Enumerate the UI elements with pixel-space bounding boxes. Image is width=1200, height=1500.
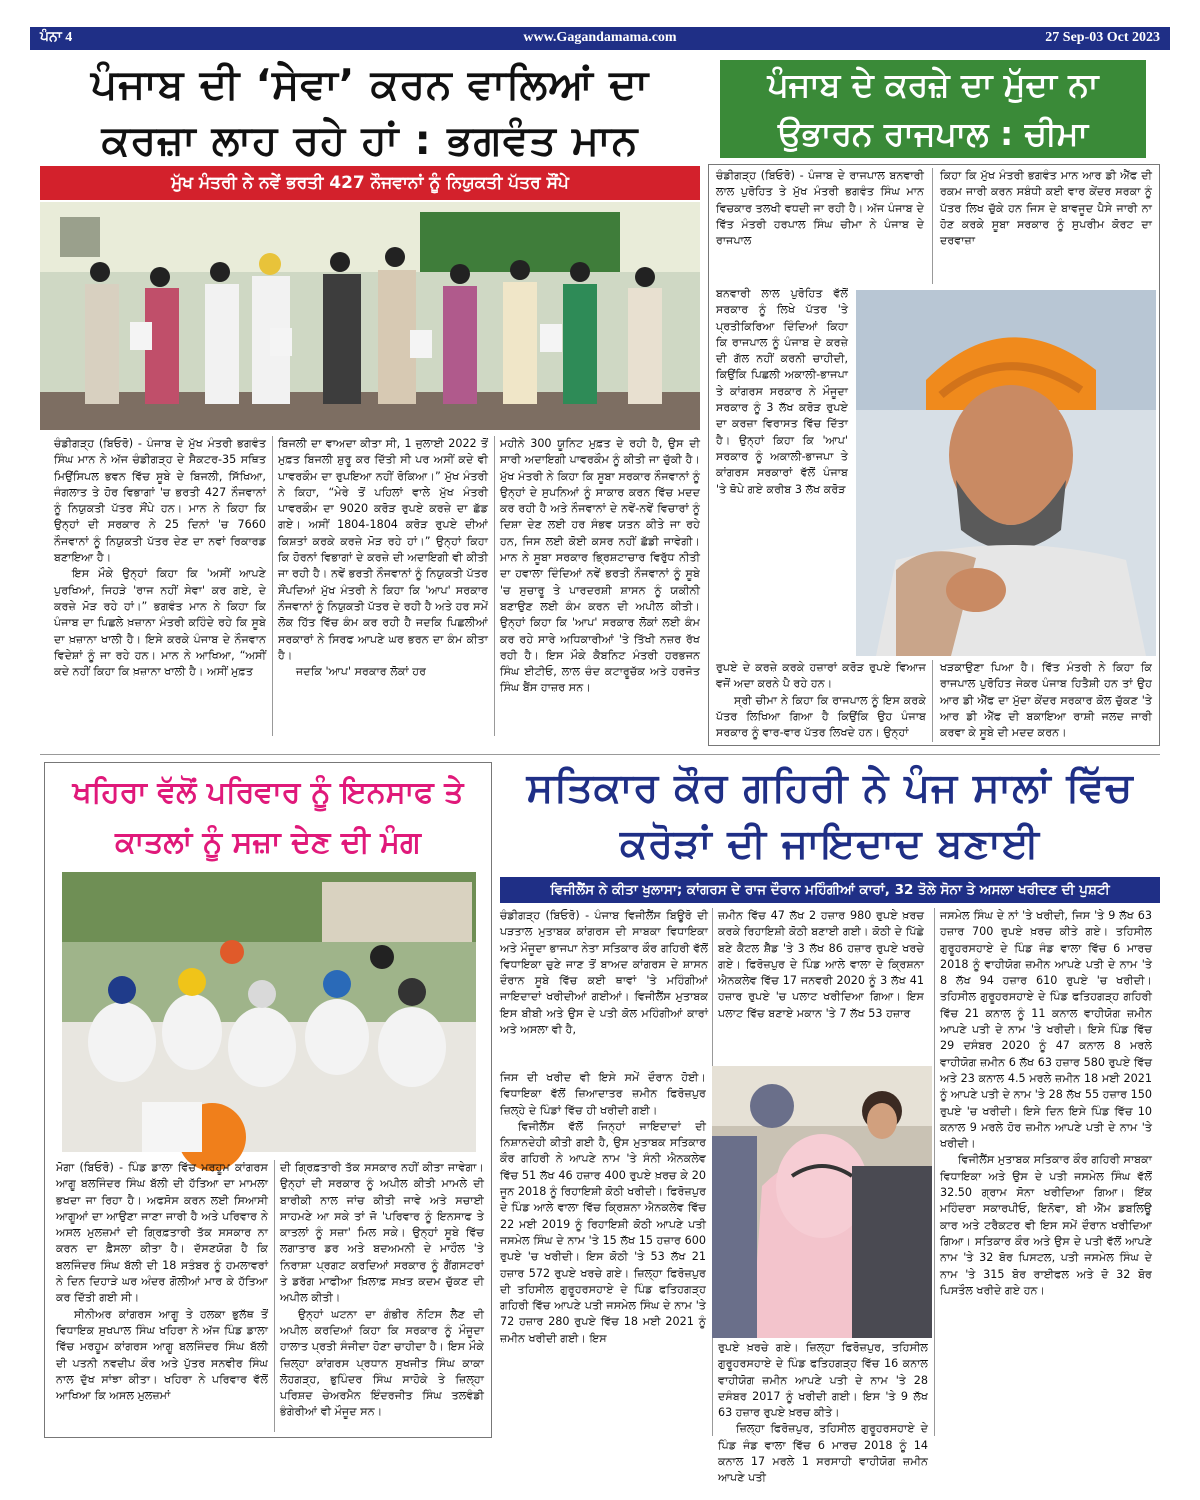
story2-column-1-bottom: [716, 660, 926, 742]
story4-column-1-bottom: [500, 1070, 706, 1436]
paragraph: ਵਿਜੀਲੈਂਸ ਮੁਤਾਬਕ ਸਤਿਕਾਰ ਕੌਰ ਗਹਿਰੀ ਸਾਬਕਾ ਵਿਧਾਇਕਾ ਅਤੇ ਉਸ ਦੇ ਪਤੀ ਜਸਮੇਲ ਸਿੰਘ ਵੱਲੋਂ 32.50 ਗ੍ਰਾਮ ਸੋਨਾ ਖਰੀਦਿਆ ਗਿਆ। ਇੱਕ ਮਹਿੰਦਰਾ ਸਕਾਰਪੀਓ, ਇਨੋਵਾ, ਬੀ ਐੱਮ ਡਬਲਿਊ ਕਾਰ ਅਤੇ ਟਰੈਕਟਰ ਵੀ ਇਸ ਸਮੇਂ ਦੌਰਾਨ ਖਰੀਦਿਆ ਗਿਆ। ਸਤਿਕਾਰ ਕੌਰ ਅਤੇ ਉਸ ਦੇ ਪਤੀ ਵੱਲੋਂ ਆਪਣੇ ਨਾਮ 'ਤੇ 32 ਬੋਰ ਪਿਸਟਲ, ਪਤੀ ਜਸਮੇਲ ਸਿੰਘ ਦੇ ਨਾਮ 'ਤੇ 315 ਬੋਰ ਰਾਈਫਲ ਅਤੇ ਦੋ 32 ਬੋਰ ਪਿਸਤੌਲ ਖਰੀਦੇ ਗਏ ਹਨ।: [940, 1153, 1152, 1297]
paragraph: ਚੰਡੀਗੜ੍ਹ (ਬਿਓਰੋ) - ਪੰਜਾਬ ਵਿਜੀਲੈਂਸ ਬਿਊਰੋ ਦੀ ਪੜਤਾਲ ਮੁਤਾਬਕ ਕਾਂਗਰਸ ਦੀ ਸਾਬਕਾ ਵਿਧਾਇਕਾ ਅਤੇ ਮੌਜੂਦਾ ਭਾਜਪਾ ਨੇਤਾ ਸਤਿਕਾਰ ਕੌਰ ਗਹਿਰੀ ਵੱਲੋਂ ਵਿਧਾਇਕਾ ਚੁਣੇ ਜਾਣ ਤੋਂ ਬਾਅਦ ਕਾਂਗਰਸ ਦੇ ਸ਼ਾਸਨ ਦੌਰਾਨ ਸੂਬੇ ਵਿੱਚ ਕਈ ਥਾਵਾਂ 'ਤੇ ਮਹਿੰਗੀਆਂ ਜਾਇਦਾਦਾਂ ਖਰੀਦੀਆਂ ਗਈਆਂ। ਵਿਜੀਲੈਂਸ ਮੁਤਾਬਕ ਇਸ ਬੀਬੀ ਅਤੇ ਉਸ ਦੇ ਪਤੀ ਕੋਲ ਮਹਿੰਗੀਆਂ ਕਾਰਾਂ ਅਤੇ ਅਸਲਾ ਵੀ ਹੈ,: [500, 909, 708, 1037]
story2-column-1-narrow: [716, 286, 848, 656]
issue-date: 27 Sep-03 Oct 2023: [1045, 30, 1160, 45]
paragraph: ਰੁਪਏ ਦੇ ਕਰਜ਼ੇ ਕਰਕੇ ਹਜ਼ਾਰਾਂ ਕਰੋੜ ਰੁਪਏ ਵਿਆਜ ਵਜੋਂ ਅਦਾ ਕਰਨੇ ਪੈ ਰਹੇ ਹਨ।: [716, 661, 926, 691]
story1-column-3: [500, 436, 700, 736]
paragraph: ਕਿਹਾ ਕਿ ਮੁੱਖ ਮੰਤਰੀ ਭਗਵੰਤ ਮਾਨ ਆਰ ਡੀ ਐੱਫ ਦੀ ਰਕਮ ਜਾਰੀ ਕਰਨ ਸਬੰਧੀ ਕਈ ਵਾਰ ਕੇਂਦਰ ਸਰਕਾ ਨੂੰ ਪੱਤਰ ਲਿਖ ਚੁੱਕੇ ਹਨ ਜਿਸ ਦੇ ਬਾਵਜੂਦ ਪੈਸੇ ਜਾਰੀ ਨਾ ਹੋਣ ਕਰਕੇ ਸੂਬਾ ਸਰਕਾਰ ਨੂੰ ਸੁਪਰੀਮ ਕੋਰਟ ਦਾ ਦਰਵਾਜ਼ਾ: [940, 169, 1152, 248]
story4-subheadline: ਵਿਜੀਲੈਂਸ ਨੇ ਕੀਤਾ ਖੁਲਾਸਾ; ਕਾਂਗਰਸ ਦੇ ਰਾਜ ਦੌਰਾਨ ਮਹਿੰਗੀਆਂ ਕਾਰਾਂ, 32 ਤੋਲੇ ਸੋਨਾ ਤੇ ਅਸਲਾ ਖਰੀਦਣ ਦੀ ਪੁਸ਼ਟੀ: [500, 877, 1160, 903]
section-divider: [40, 754, 1160, 755]
paragraph: ਸੀਨੀਅਰ ਕਾਂਗਰਸ ਆਗੂ ਤੇ ਹਲਕਾ ਭੁਲੱਥ ਤੋਂ ਵਿਧਾਇਕ ਸੁਖਪਾਲ ਸਿੰਘ ਖਹਿਰਾ ਨੇ ਅੱਜ ਪਿੰਡ ਡਾਲਾ ਵਿੱਚ ਮਰਹੂਮ ਕਾਂਗਰਸ ਆਗੂ ਬਲਜਿੰਦਰ ਸਿੰਘ ਬੱਲੀ ਦੀ ਪਤਨੀ ਨਵਦੀਪ ਕੌਰ ਅਤੇ ਪੁੱਤਰ ਸਨਵੀਰ ਸਿੰਘ ਨਾਲ ਦੁੱਖ ਸਾਂਝਾ ਕੀਤਾ। ਖਹਿਰਾ ਨੇ ਪਰਿਵਾਰ ਵੱਲੋਂ ਆਖਿਆ ਕਿ ਅਸਲ ਮੁਲਜ਼ਮਾਂ: [56, 1307, 268, 1403]
paragraph: ਰੁਪਏ ਖ਼ਰਚੇ ਗਏ। ਜ਼ਿਲ੍ਹਾ ਫਿਰੋਜ਼ਪੁਰ, ਤਹਿਸੀਲ ਗੁਰੂਹਰਸਹਾਏ ਦੇ ਪਿੰਡ ਫਤਿਹਗੜ੍ਹ ਵਿੱਚ 16 ਕਨਾਲ ਵਾਹੀਯੋਗ ਜ਼ਮੀਨ ਆਪਣੇ ਪਤੀ ਦੇ ਨਾਮ 'ਤੇ 28 ਦਸੰਬਰ 2017 ਨੂੰ ਖਰੀਦੀ ਗਈ। ਇਸ 'ਤੇ 9 ਲੱਖ 63 ਹਜ਼ਾਰ ਰੁਪਏ ਖ਼ਰਚ ਕੀਤੇ।: [718, 1341, 928, 1420]
paragraph: ਵਿਜੀਲੈਂਸ ਵੱਲੋਂ ਜਿਨ੍ਹਾਂ ਜਾਇਦਾਦਾਂ ਦੀ ਨਿਸ਼ਾਨਦੇਹੀ ਕੀਤੀ ਗਈ ਹੈ, ਉਸ ਮੁਤਾਬਕ ਸਤਿਕਾਰ ਕੌਰ ਗਹਿਰੀ ਨੇ ਆਪਣੇ ਨਾਮ 'ਤੇ ਸੰਨੀ ਐਨਕਲੇਵ ਵਿੱਚ 51 ਲੱਖ 46 ਹਜ਼ਾਰ 400 ਰੁਪਏ ਖ਼ਰਚ ਕੇ 20 ਜੂਨ 2018 ਨੂੰ ਰਿਹਾਇਸ਼ੀ ਕੋਠੀ ਖਰੀਦੀ। ਫਿਰੋਜ਼ਪੁਰ ਦੇ ਪਿੰਡ ਆਲੇ ਵਾਲਾ ਵਿੱਚ ਕ੍ਰਿਸ਼ਨਾ ਐਨਕਲੇਵ ਵਿੱਚ 22 ਮਈ 2019 ਨੂੰ ਰਿਹਾਇਸ਼ੀ ਕੋਠੀ ਆਪਣੇ ਪਤੀ ਜਸਮੇਲ ਸਿੰਘ ਦੇ ਨਾਮ 'ਤੇ 15 ਲੱਖ 15 ਹਜ਼ਾਰ 600 ਰੁਪਏ 'ਚ ਖਰੀਦੀ। ਇਸ ਕੋਠੀ 'ਤੇ 53 ਲੱਖ 21 ਹਜ਼ਾਰ 572 ਰੁਪਏ ਖਰਚੇ ਗਏ। ਜ਼ਿਲ੍ਹਾ ਫਿਰੋਜ਼ਪੁਰ ਦੀ ਤਹਿਸੀਲ ਗੁਰੂਹਰਸਹਾਏ ਦੇ ਪਿੰਡ ਫਤਿਹਗੜ੍ਹ ਗਹਿਰੀ ਵਿੱਚ ਆਪਣੇ ਪਤੀ ਜਸਮੇਲ ਸਿੰਘ ਦੇ ਨਾਮ 'ਤੇ 72 ਹਜ਼ਾਰ 280 ਰੁਪਏ ਵਿੱਚ 18 ਮਈ 2021 ਨੂੰ ਜ਼ਮੀਨ ਖਰੀਦੀ ਗਈ। ਇਸ: [500, 1119, 706, 1345]
story4-headline: ਸਤਿਕਾਰ ਕੌਰ ਗਹਿਰੀ ਨੇ ਪੰਜ ਸਾਲਾਂ ਵਿੱਚ ਕਰੋੜਾਂ ਦੀ ਜਾਇਦਾਦ ਬਣਾਈ: [526, 765, 1134, 867]
paragraph: ਦੀ ਗ੍ਰਿਫ਼ਤਾਰੀ ਤੱਕ ਸਸਕਾਰ ਨਹੀਂ ਕੀਤਾ ਜਾਵੇਗਾ। ਉਨ੍ਹਾਂ ਦੀ ਸਰਕਾਰ ਨੂੰ ਅਪੀਲ ਕੀਤੀ ਮਾਮਲੇ ਦੀ ਬਾਰੀਕੀ ਨਾਲ ਜਾਂਚ ਕੀਤੀ ਜਾਵੇ ਅਤੇ ਸਚਾਈ ਸਾਹਮਣੇ ਆ ਸਕੇ ਤਾਂ ਜੋ 'ਪਰਿਵਾਰ ਨੂੰ ਇਨਸਾਫ ਤੇ ਕਾਤਲਾਂ ਨੂੰ ਸਜ਼ਾ' ਮਿਲ ਸਕੇ। ਉਨ੍ਹਾਂ ਸੂਬੇ ਵਿੱਚ ਲਗਾਤਾਰ ਡਰ ਅਤੇ ਬਦਅਮਨੀ ਦੇ ਮਾਹੌਲ 'ਤੇ ਨਿਰਾਸ਼ਾ ਪ੍ਰਗਟ ਕਰਦਿਆਂ ਸਰਕਾਰ ਨੂੰ ਗੈਂਗਸਟਰਾਂ ਤੇ ਡਰੱਗ ਮਾਫੀਆ ਖ਼ਿਲਾਫ਼ ਸਖ਼ਤ ਕਦਮ ਚੁੱਕਣ ਦੀ ਅਪੀਲ ਕੀਤੀ।: [280, 1161, 484, 1305]
masthead-bar: [30, 27, 1170, 50]
story4-column-2-top: [718, 908, 924, 1068]
story2-column-2-bottom: [940, 660, 1152, 742]
paragraph: ਜ਼ਮੀਨ ਵਿੱਚ 47 ਲੱਖ 2 ਹਜ਼ਾਰ 980 ਰੁਪਏ ਖ਼ਰਚ ਕਰਕੇ ਰਿਹਾਇਸ਼ੀ ਕੋਠੀ ਬਣਾਈ ਗਈ। ਕੋਠੀ ਦੇ ਪਿੱਛੇ ਬਣੇ ਕੈਟਲ ਸ਼ੈੱਡ 'ਤੇ 3 ਲੱਖ 86 ਹਜ਼ਾਰ ਰੁਪਏ ਖਰਚੇ ਗਏ। ਫਿਰੋਜ਼ਪੁਰ ਦੇ ਪਿੰਡ ਆਲੇ ਵਾਲਾ ਦੇ ਕ੍ਰਿਸ਼ਨਾ ਐਨਕਲੇਵ ਵਿੱਚ 17 ਜਨਵਰੀ 2020 ਨੂੰ 3 ਲੱਖ 41 ਹਜ਼ਾਰ ਰੁਪਏ 'ਚ ਪਲਾਟ ਖਰੀਦਿਆ ਗਿਆ। ਇਸ ਪਲਾਟ ਵਿੱਚ ਬਣਾਏ ਮਕਾਨ 'ਤੇ 7 ਲੱਖ 53 ਹਜ਼ਾਰ: [718, 909, 924, 1020]
paragraph: ਜਸਮੇਲ ਸਿੰਘ ਦੇ ਨਾਂ 'ਤੇ ਖਰੀਦੀ, ਜਿਸ 'ਤੇ 9 ਲੱਖ 63 ਹਜ਼ਾਰ 700 ਰੁਪਏ ਖ਼ਰਚ ਕੀਤੇ ਗਏ। ਤਹਿਸੀਲ ਗੁਰੂਹਰਸਹਾਏ ਦੇ ਪਿੰਡ ਜੰਡ ਵਾਲਾ ਵਿੱਚ 6 ਮਾਰਚ 2018 ਨੂੰ ਵਾਹੀਯੋਗ ਜ਼ਮੀਨ ਆਪਣੇ ਪਤੀ ਦੇ ਨਾਮ 'ਤੇ 8 ਲੱਖ 94 ਹਜ਼ਾਰ 610 ਰੁਪਏ 'ਚ ਖਰੀਦੀ। ਤਹਿਸੀਲ ਗੁਰੂਹਰਸਹਾਏ ਦੇ ਪਿੰਡ ਫਤਿਹਗੜ੍ਹ ਗਹਿਰੀ ਵਿੱਚ 21 ਕਨਾਲ ਨੂੰ 11 ਕਨਾਲ ਵਾਹੀਯੋਗ ਜ਼ਮੀਨ ਆਪਣੇ ਪਤੀ ਦੇ ਨਾਮ 'ਤੇ ਖਰੀਦੀ। ਇਸੇ ਪਿੰਡ ਵਿੱਚ 29 ਦਸੰਬਰ 2020 ਨੂੰ 47 ਕਨਾਲ 8 ਮਰਲੇ ਵਾਹੀਯੋਗ ਜ਼ਮੀਨ 6 ਲੱਖ 63 ਹਜ਼ਾਰ 580 ਰੁਪਏ ਵਿੱਚ ਅਤੇ 23 ਕਨਾਲ 4.5 ਮਰਲੇ ਜ਼ਮੀਨ 18 ਮਈ 2021 ਨੂੰ ਆਪਣੇ ਪਤੀ ਦੇ ਨਾਮ 'ਤੇ 28 ਲੱਖ 55 ਹਜ਼ਾਰ 150 ਰੁਪਏ 'ਚ ਖਰੀਦੀ। ਇਸੇ ਦਿਨ ਇਸੇ ਪਿੰਡ ਵਿੱਚ 10 ਕਨਾਲ 9 ਮਰਲੇ ਹੋਰ ਜ਼ਮੀਨ ਆਪਣੇ ਪਤੀ ਦੇ ਨਾਮ 'ਤੇ ਖਰੀਦੀ।: [940, 909, 1152, 1151]
page-number: ਪੰਨਾ 4: [40, 30, 73, 45]
story2-column-1-top: [716, 168, 924, 284]
paragraph: ਬਨਵਾਰੀ ਲਾਲ ਪੁਰੋਹਿਤ ਵੱਲੋਂ ਸਰਕਾਰ ਨੂੰ ਲਿਖੇ ਪੱਤਰ 'ਤੇ ਪ੍ਰਤੀਕਿਰਿਆ ਦਿੰਦਿਆਂ ਕਿਹਾ ਕਿ ਰਾਜਪਾਲ ਨੂੰ ਪੰਜਾਬ ਦੇ ਕਰਜ਼ੇ ਦੀ ਗੱਲ ਨਹੀਂ ਕਰਨੀ ਚਾਹੀਦੀ, ਕਿਉਂਕਿ ਪਿਛਲੀ ਅਕਾਲੀ-ਭਾਜਪਾ ਤੇ ਕਾਂਗਰਸ ਸਰਕਾਰ ਨੇ ਮੌਜੂਦਾ ਸਰਕਾਰ ਨੂੰ 3 ਲੱਖ ਕਰੋੜ ਰੁਪਏ ਦਾ ਕਰਜ਼ਾ ਵਿਰਾਸਤ ਵਿੱਚ ਦਿੱਤਾ ਹੈ। ਉਨ੍ਹਾਂ ਕਿਹਾ ਕਿ 'ਆਪ' ਸਰਕਾਰ ਨੂੰ ਅਕਾਲੀ-ਭਾਜਪਾ ਤੇ ਕਾਂਗਰਸ ਸਰਕਾਰਾਂ ਵੱਲੋਂ ਪੰਜਾਬ 'ਤੇ ਥੋਪੇ ਗਏ ਕਰੀਬ 3 ਲੱਖ ਕਰੋੜ: [716, 287, 848, 496]
story1-subheadline: ਮੁੱਖ ਮੰਤਰੀ ਨੇ ਨਵੇਂ ਭਰਤੀ 427 ਨੌਜਵਾਨਾਂ ਨੂੰ ਨਿਯੁਕਤੀ ਪੱਤਰ ਸੌਂਪੇ: [40, 166, 700, 200]
story3-column-2: [280, 1160, 484, 1432]
paragraph: ਜਦਕਿ 'ਆਪ' ਸਰਕਾਰ ਲੋਕਾਂ ਹਰ: [296, 665, 427, 679]
column-rule: [934, 908, 935, 1436]
paragraph: ਉਨ੍ਹਾਂ ਘਟਨਾ ਦਾ ਗੰਭੀਰ ਨੋਟਿਸ ਲੈਣ ਦੀ ਅਪੀਲ ਕਰਦਿਆਂ ਕਿਹਾ ਕਿ ਸਰਕਾਰ ਨੂੰ ਮੌਜੂਦਾ ਹਾਲਾਤ ਪ੍ਰਤੀ ਸੰਜੀਦਾ ਹੋਣਾ ਚਾਹੀਦਾ ਹੈ। ਇਸ ਮੌਕੇ ਜ਼ਿਲ੍ਹਾ ਕਾਂਗਰਸ ਪ੍ਰਧਾਨ ਸੁਖਜੀਤ ਸਿੰਘ ਕਾਕਾ ਲੋਹਗੜ੍ਹ, ਭੁਪਿੰਦਰ ਸਿੰਘ ਸਾਹੋਕੇ ਤੇ ਜ਼ਿਲ੍ਹਾ ਪਰਿਸ਼ਦ ਚੇਅਰਮੈਨ ਇੰਦਰਜੀਤ ਸਿੰਘ ਤਲਵੰਡੀ ਭੰਗੇਰੀਆਂ ਵੀ ਮੌਜੂਦ ਸਨ।: [280, 1307, 484, 1419]
story2-column-2-top: [940, 168, 1152, 284]
story1-headline: ਪੰਜਾਬ ਦੀ ‘ਸੇਵਾ’ ਕਰਨ ਵਾਲਿਆਂ ਦਾ ਕਰਜ਼ਾ ਲਾਹ ਰਹੇ ਹਾਂ : ਭਗਵੰਤ ਮਾਨ: [90, 60, 650, 164]
paragraph: ਇਸ ਮੌਕੇ ਉਨ੍ਹਾਂ ਕਿਹਾ ਕਿ 'ਅਸੀਂ ਆਪਣੇ ਪੁਰਖਿਆਂ, ਜਿਹੜੇ 'ਰਾਜ ਨਹੀਂ ਸੇਵਾ' ਕਰ ਗਏ, ਦੇ ਕਰਜ਼ੇ ਮੋੜ ਰਹੇ ਹਾਂ।” ਭਗਵੰਤ ਮਾਨ ਨੇ ਕਿਹਾ ਕਿ ਪੰਜਾਬ ਦਾ ਪਿਛਲੇ ਖ਼ਜ਼ਾਨਾ ਮੰਤਰੀ ਕਹਿੰਦੇ ਰਹੇ ਕਿ ਸੂਬੇ ਦਾ ਖ਼ਜ਼ਾਨਾ ਖਾਲੀ ਹੈ। ਇਸੇ ਕਰਕੇ ਪੰਜਾਬ ਦੇ ਨੌਜਵਾਨ ਵਿਦੇਸ਼ਾਂ ਨੂੰ ਜਾ ਰਹੇ ਹਨ। ਮਾਨ ਨੇ ਆਖਿਆ, “ਅਸੀਂ ਕਦੇ ਨਹੀਂ ਕਿਹਾ ਕਿ ਖ਼ਜ਼ਾਨਾ ਖਾਲੀ ਹੈ। ਅਸੀਂ ਮੁਫ਼ਤ: [54, 567, 266, 679]
paragraph: ਚੰਡੀਗੜ੍ਹ (ਬਿਓਰੋ) - ਪੰਜਾਬ ਦੇ ਰਾਜਪਾਲ ਬਨਵਾਰੀ ਲਾਲ ਪੁਰੋਹਿਤ ਤੇ ਮੁੱਖ ਮੰਤਰੀ ਭਗਵੰਤ ਸਿੰਘ ਮਾਨ ਵਿਚਕਾਰ ਤਲਖੀ ਵਧਦੀ ਜਾ ਰਹੀ ਹੈ। ਅੱਜ ਪੰਜਾਬ ਦੇ ਵਿੱਤ ਮੰਤਰੀ ਹਰਪਾਲ ਸਿੰਘ ਚੀਮਾ ਨੇ ਪੰਜਾਬ ਦੇ ਰਾਜਪਾਲ: [716, 169, 924, 248]
paragraph: ਬਿਜਲੀ ਦਾ ਵਾਅਦਾ ਕੀਤਾ ਸੀ, 1 ਜੁਲਾਈ 2022 ਤੋਂ ਮੁਫ਼ਤ ਬਿਜਲੀ ਸ਼ੁਰੂ ਕਰ ਦਿੱਤੀ ਸੀ ਪਰ ਅਸੀਂ ਕਦੇ ਵੀ ਪਾਵਰਕੌਮ ਦਾ ਰੁਪਇਆ ਨਹੀਂ ਰੋਕਿਆ।” ਮੁੱਖ ਮੰਤਰੀ ਨੇ ਕਿਹਾ, “ਮੇਰੇ ਤੋਂ ਪਹਿਲਾਂ ਵਾਲੇ ਮੁੱਖ ਮੰਤਰੀ ਪਾਵਰਕੌਮ ਦਾ 9020 ਕਰੋੜ ਰੁਪਏ ਕਰਜ਼ੇ ਦਾ ਛੱਡ ਗਏ। ਅਸੀਂ 1804-1804 ਕਰੋੜ ਰੁਪਏ ਦੀਆਂ ਕਿਸ਼ਤਾਂ ਕਰਕੇ ਕਰਜ਼ੇ ਮੋੜ ਰਹੇ ਹਾਂ।” ਉਨ੍ਹਾਂ ਕਿਹਾ ਕਿ ਹੋਰਨਾਂ ਵਿਭਾਗਾਂ ਦੇ ਕਰਜ਼ੇ ਦੀ ਅਦਾਇਗੀ ਵੀ ਕੀਤੀ ਜਾ ਰਹੀ ਹੈ। ਨਵੇਂ ਭਰਤੀ ਨੌਜਵਾਨਾਂ ਨੂੰ ਨਿਯੁਕਤੀ ਪੱਤਰ ਸੌਂਪਦਿਆਂ ਮੁੱਖ ਮੰਤਰੀ ਨੇ ਕਿਹਾ ਕਿ 'ਆਪ' ਸਰਕਾਰ ਨੌਜਵਾਨਾਂ ਨੂੰ ਨਿਯੁਕਤੀ ਪੱਤਰ ਦੇ ਰਹੀ ਹੈ ਅਤੇ ਹਰ ਸਮੇਂ ਲੋਕ ਹਿੱਤ ਵਿੱਚ ਕੰਮ ਕਰ ਰਹੀ ਹੈ ਜਦਕਿ ਪਿਛਲੀਆਂ ਸਰਕਾਰਾਂ ਨੇ ਸਿਰਫ ਆਪਣੇ ਘਰ ਭਰਨ ਦਾ ਕੰਮ ਕੀਤਾ ਹੈ।: [278, 437, 488, 662]
story2-headline: ਪੰਜਾਬ ਦੇ ਕਰਜ਼ੇ ਦਾ ਮੁੱਦਾ ਨਾ ਉਭਾਰਨ ਰਾਜਪਾਲ : ਚੀਮਾ: [767, 65, 1099, 153]
story1-column-2: [278, 436, 488, 736]
story4-column-23-bottom: [718, 1340, 928, 1485]
story1-group-photo: [40, 202, 700, 430]
paragraph: ਮਹੀਨੇ 300 ਯੂਨਿਟ ਮੁਫ਼ਤ ਦੇ ਰਹੀ ਹੈ, ਉਸ ਦੀ ਸਾਰੀ ਅਦਾਇਗੀ ਪਾਵਰਕੌਮ ਨੂੰ ਕੀਤੀ ਜਾ ਚੁੱਕੀ ਹੈ। ਮੁੱਖ ਮੰਤਰੀ ਨੇ ਕਿਹਾ ਕਿ ਸੂਬਾ ਸਰਕਾਰ ਨੌਜਵਾਨਾਂ ਨੂੰ ਉਨ੍ਹਾਂ ਦੇ ਸੁਪਨਿਆਂ ਨੂੰ ਸਾਕਾਰ ਕਰਨ ਵਿੱਚ ਮਦਦ ਕਰ ਰਹੀ ਹੈ ਅਤੇ ਨੌਜਵਾਨਾਂ ਦੇ ਨਵੇਂ-ਨਵੇਂ ਵਿਚਾਰਾਂ ਨੂੰ ਦਿਸ਼ਾ ਦੇਣ ਲਈ ਹਰ ਸੰਭਵ ਯਤਨ ਕੀਤੇ ਜਾ ਰਹੇ ਹਨ, ਜਿਸ ਲਈ ਕੋਈ ਕਸਰ ਨਹੀਂ ਛੱਡੀ ਜਾਵੇਗੀ। ਮਾਨ ਨੇ ਸੂਬਾ ਸਰਕਾਰ ਭ੍ਰਿਸ਼ਟਾਚਾਰ ਵਿਰੁੱਧ ਨੀਤੀ ਦਾ ਹਵਾਲਾ ਦਿੰਦਿਆਂ ਨਵੇਂ ਭਰਤੀ ਨੌਜਵਾਨਾਂ ਨੂੰ ਸੂਬੇ 'ਚ ਸੁਚਾਰੂ ਤੇ ਪਾਰਦਰਸ਼ੀ ਸ਼ਾਸਨ ਨੂੰ ਯਕੀਨੀ ਬਣਾਉਣ ਲਈ ਕੰਮ ਕਰਨ ਦੀ ਅਪੀਲ ਕੀਤੀ। ਉਨ੍ਹਾਂ ਕਿਹਾ ਕਿ 'ਆਪ' ਸਰਕਾਰ ਲੋਕਾਂ ਲਈ ਕੰਮ ਕਰ ਰਹੇ ਸਾਰੇ ਅਧਿਕਾਰੀਆਂ 'ਤੇ ਤਿੱਖੀ ਨਜ਼ਰ ਰੱਖ ਰਹੀ ਹੈ। ਇਸ ਮੌਕੇ ਕੈਬਨਿਟ ਮੰਤਰੀ ਹਰਭਜਨ ਸਿੰਘ ਈਟੀਓ, ਲਾਲ ਚੰਦ ਕਟਾਰੂਚੱਕ ਅਤੇ ਹਰਜੋਤ ਸਿੰਘ ਬੈਂਸ ਹਾਜ਼ਰ ਸਨ।: [500, 437, 700, 695]
column-rule: [932, 660, 933, 742]
story4-column-1-top: [500, 908, 708, 1068]
paragraph: ਸ੍ਰੀ ਚੀਮਾ ਨੇ ਕਿਹਾ ਕਿ ਰਾਜਪਾਲ ਨੂੰ ਇਸ ਕਰਕੇ ਪੱਤਰ ਲਿਖਿਆ ਗਿਆ ਹੈ ਕਿਉਂਕਿ ਉਹ ਪੰਜਾਬ ਸਰਕਾਰ ਨੂੰ ਵਾਰ-ਵਾਰ ਪੱਤਰ ਲਿਖਦੇ ਹਨ। ਉਨ੍ਹਾਂ: [716, 693, 926, 740]
story4-column-3: [940, 908, 1152, 1436]
story3-column-1: [56, 1160, 268, 1432]
paragraph: ਚੰਡੀਗੜ੍ਹ (ਬਿਓਰੋ) - ਪੰਜਾਬ ਦੇ ਮੁੱਖ ਮੰਤਰੀ ਭਗਵੰਤ ਸਿੰਘ ਮਾਨ ਨੇ ਅੱਜ ਚੰਡੀਗੜ੍ਹ ਦੇ ਸੈਕਟਰ-35 ਸਥਿਤ ਮਿਉਂਸਿਪਲ ਭਵਨ ਵਿੱਚ ਸੂਬੇ ਦੇ ਬਿਜਲੀ, ਸਿੱਖਿਆ, ਜੰਗਲਾਤ ਤੇ ਹੋਰ ਵਿਭਾਗਾਂ 'ਚ ਭਰਤੀ 427 ਨੌਜਵਾਨਾਂ ਨੂੰ ਨਿਯੁਕਤੀ ਪੱਤਰ ਸੌਂਪੇ ਹਨ। ਮਾਨ ਨੇ ਕਿਹਾ ਕਿ ਉਨ੍ਹਾਂ ਦੀ ਸਰਕਾਰ ਨੇ 25 ਦਿਨਾਂ 'ਚ 7660 ਨੌਜਵਾਨਾਂ ਨੂੰ ਨਿਯੁਕਤੀ ਪੱਤਰ ਦੇਣ ਦਾ ਨਵਾਂ ਰਿਕਾਰਡ ਬਣਾਇਆ ਹੈ।: [54, 437, 266, 565]
paragraph: ਜਿਸ ਦੀ ਖਰੀਦ ਵੀ ਇਸੇ ਸਮੇਂ ਦੌਰਾਨ ਹੋਈ। ਵਿਧਾਇਕਾ ਵੱਲੋਂ ਜ਼ਿਆਦਾਤਰ ਜ਼ਮੀਨ ਫਿਰੋਜ਼ਪੁਰ ਜ਼ਿਲ੍ਹੇ ਦੇ ਪਿੰਡਾਂ ਵਿੱਚ ਹੀ ਖਰੀਦੀ ਗਈ।: [500, 1071, 706, 1117]
website-url: www.Gagandamama.com: [523, 30, 677, 45]
story1-column-1: [54, 436, 266, 736]
column-rule: [274, 1160, 275, 1432]
story4-accused-photo: [712, 1066, 932, 1338]
paragraph: ਮੋਗਾ (ਬਿਓਰੋ) - ਪਿੰਡ ਡਾਲਾ ਵਿੱਚ ਮਰਹੂਮ ਕਾਂਗਰਸ ਆਗੂ ਬਲਜਿੰਦਰ ਸਿੰਘ ਬੱਲੀ ਦੀ ਹੱਤਿਆ ਦਾ ਮਾਮਲਾ ਭਖਦਾ ਜਾ ਰਿਹਾ ਹੈ। ਅਫਸੋਸ ਕਰਨ ਲਈ ਸਿਆਸੀ ਆਗੂਆਂ ਦਾ ਆਉਣਾ ਜਾਣਾ ਜਾਰੀ ਹੈ ਅਤੇ ਪਰਿਵਾਰ ਨੇ ਅਸਲ ਮੁਲਜ਼ਮਾਂ ਦੀ ਗ੍ਰਿਫ਼ਤਾਰੀ ਤੱਕ ਸਸਕਾਰ ਨਾ ਕਰਨ ਦਾ ਫ਼ੈਸਲਾ ਕੀਤਾ ਹੈ। ਦੱਸਣਯੋਗ ਹੈ ਕਿ ਬਲਜਿੰਦਰ ਸਿੰਘ ਬੱਲੀ ਦੀ 18 ਸਤੰਬਰ ਨੂੰ ਹਮਲਾਵਰਾਂ ਨੇ ਦਿਨ ਦਿਹਾੜੇ ਘਰ ਅੰਦਰ ਗੋਲੀਆਂ ਮਾਰ ਕੇ ਹੱਤਿਆ ਕਰ ਦਿੱਤੀ ਗਈ ਸੀ।: [56, 1161, 268, 1305]
story3-gathering-photo: [62, 872, 476, 1152]
story3-headline: ਖਹਿਰਾ ਵੱਲੋਂ ਪਰਿਵਾਰ ਨੂੰ ਇਨਸਾਫ ਤੇ ਕਾਤਲਾਂ ਨੂੰ ਸਜ਼ਾ ਦੇਣ ਦੀ ਮੰਗ: [72, 775, 464, 860]
cheema-portrait-photo: [856, 290, 1156, 656]
paragraph: ਖੜਕਾਉਣਾ ਪਿਆ ਹੈ। ਵਿੱਤ ਮੰਤਰੀ ਨੇ ਕਿਹਾ ਕਿ ਰਾਜਪਾਲ ਪੁਰੋਹਿਤ ਜੇਕਰ ਪੰਜਾਬ ਹਿਤੈਸ਼ੀ ਹਨ ਤਾਂ ਉਹ ਆਰ ਡੀ ਐੱਫ ਦਾ ਮੁੱਦਾ ਕੇਂਦਰ ਸਰਕਾਰ ਕੋਲ ਚੁੱਕਣ 'ਤੇ ਆਰ ਡੀ ਐੱਫ ਦੀ ਬਕਾਇਆ ਰਾਸ਼ੀ ਜਲਦ ਜਾਰੀ ਕਰਵਾ ਕੇ ਸੂਬੇ ਦੀ ਮਦਦ ਕਰਨ।: [940, 661, 1152, 740]
column-rule: [494, 436, 495, 736]
paragraph: ਜ਼ਿਲ੍ਹਾ ਫਿਰੋਜ਼ਪੁਰ, ਤਹਿਸੀਲ ਗੁਰੂਹਰਸਹਾਏ ਦੇ ਪਿੰਡ ਜੰਡ ਵਾਲਾ ਵਿੱਚ 6 ਮਾਰਚ 2018 ਨੂੰ 14 ਕਨਾਲ 17 ਮਰਲੇ 1 ਸਰਸਾਹੀ ਵਾਹੀਯੋਗ ਜ਼ਮੀਨ ਆਪਣੇ ਪਤੀ: [718, 1422, 928, 1485]
column-rule: [932, 168, 933, 284]
column-rule: [272, 436, 273, 736]
